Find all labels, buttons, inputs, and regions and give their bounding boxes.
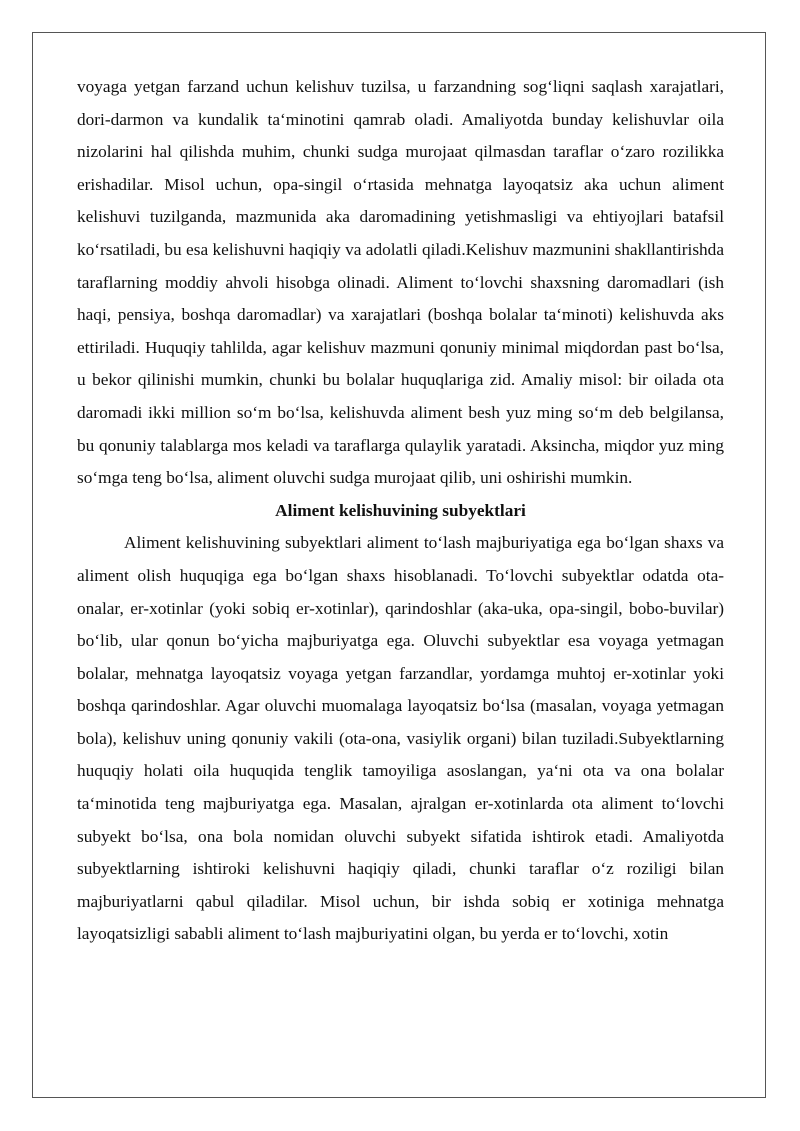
section-heading: Aliment kelishuvining subyektlari xyxy=(275,500,526,520)
body-paragraph: voyaga yetgan farzand uchun kelishuv tuzilsa, u farzandning sog‘liqni saqlash xarajatlari, dori-darmon va kundalik ta‘minotini qamrab oladi. Amaliyotda bunday kelishuvlar oila nizolarini hal qilishda muhim, chunki sudga murojaat qilmasdan taraflar o‘zaro rozilikka erishadilar. Misol uchun, opa-singil o‘rtasida mehnatga layoqatsiz aka uchun aliment kelishuvi tuzilganda, mazmunida aka daromadining yetishmasligi va ehtiyojlari batafsil ko‘rsatiladi, bu esa kelishuvni haqiqiy va adolatli qiladi.Kelishuv mazmunini shakllantirishda taraflarning moddiy ahvoli hisobga olinadi. Aliment to‘lovchi shaxsning daromadlari (ish haqi, pensiya, boshqa daromadlar) va xarajatlari (boshqa bolalar ta‘minoti) kelishuvda aks ettiriladi. Huquqiy tahlilda, agar kelishuv mazmuni qonuniy minimal miqdordan past bo‘lsa, u bekor qilinishi mumkin, chunki bu bolalar huquqlariga zid. Amaliy misol: bir oilada ota daromadi ikki million so‘m bo‘lsa, kelishuvda aliment besh yuz ming so‘m deb belgilansa, bu qonuniy talablarga mos keladi va taraflarga qulaylik yaratadi. Aksincha, miqdor yuz ming so‘mga teng bo‘lsa, aliment oluvchi sudga murojaat qilib, uni oshirishi mumkin. xyxy=(77,77,724,488)
body-paragraph: Aliment kelishuvining subyektlari aliment to‘lash majburiyatiga ega bo‘lgan shaxs va aliment olish huquqiga ega bo‘lgan shaxs hisoblanadi. To‘lovchi subyektlar odatda ota-onalar, er-xotinlar (yoki sobiq er-xotinlar), qarindoshlar (aka-uka, opa-singil, bobo-buvilar) bo‘lib, ular qonun bo‘yicha majburiyatga ega. Oluvchi subyektlar esa voyaga yetmagan bolalar, mehnatga layoqatsiz voyaga yetgan farzandlar, yordamga muhtoj er-xotinlar yoki boshqa qarindoshlar. Agar oluvchi muomalaga layoqatsiz bo‘lsa (masalan, voyaga yetmagan bola), kelishuv uning qonuniy vakili (ota-ona, vasiylik organi) bilan tuziladi.Subyektlarning huquqiy holati oila huquqida tenglik tamoyiliga asoslangan, ya‘ni ota va ona bolalar ta‘minotida teng majburiyatga ega. Masalan, ajralgan er-xotinlarda ota aliment to‘lovchi subyekt bo‘lsa, ona bola nomidan oluvchi subyekt sifatida ishtirok etadi. Amaliyotda subyektlarning ishtiroki kelishuvni haqiqiy qiladi, chunki taraflar o‘z roziligi bilan majburiyatlarni qabul qiladilar. Misol uchun, bir ishda sobiq er xotiniga mehnatga layoqatsizligi sababli aliment to‘lash majburiyatini olgan, bu yerda er to‘lovchi, xotin xyxy=(77,533,724,944)
document-body xyxy=(77,71,724,951)
